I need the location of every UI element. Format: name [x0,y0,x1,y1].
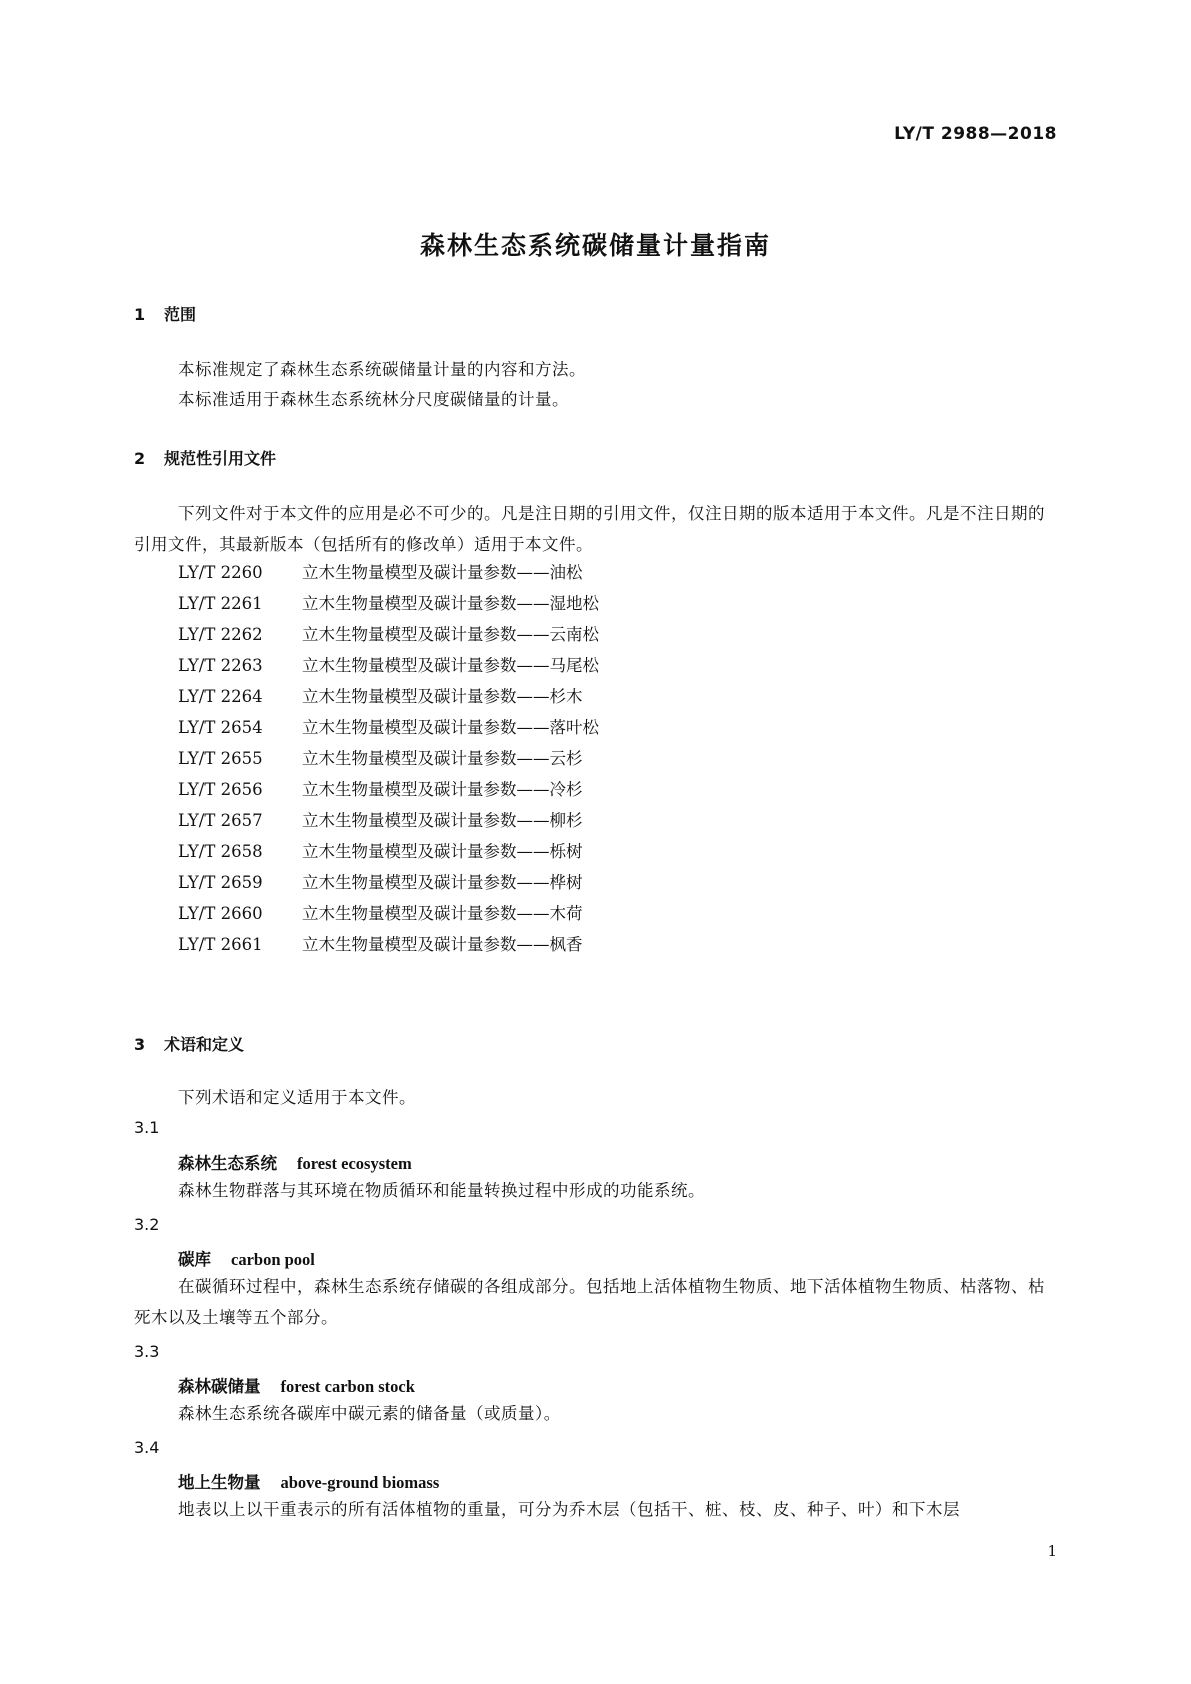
reference-item [178,588,599,619]
reference-item [178,619,599,650]
section-3-heading [134,1032,244,1055]
reference-code: LY/T 2655 [178,749,263,768]
reference-item [178,774,599,805]
term-number: 3.1 [134,1118,160,1137]
term-heading [178,1469,439,1493]
reference-item [178,681,599,712]
section-title: 术语和定义 [164,1035,245,1054]
terms-intro: 下列术语和定义适用于本文件。 [178,1088,416,1107]
reference-title: 立木生物量模型及碳计量参数——桦树 [302,873,583,892]
term-definition: 地表以上以干重表示的所有活体植物的重量，可分为乔木层（包括干、桩、枝、皮、种子、叶）和下木层 [178,1500,960,1519]
reference-code: LY/T 2658 [178,842,263,861]
term-heading [178,1246,315,1270]
term-heading [178,1150,412,1174]
reference-title: 立木生物量模型及碳计量参数——落叶松 [302,718,599,737]
term-english: above-ground biomass [280,1473,440,1492]
scope-paragraph-1: 本标准规定了森林生态系统碳储量计量的内容和方法。 [178,360,586,379]
page-number: 1 [1047,1542,1057,1560]
reference-title: 立木生物量模型及碳计量参数——云杉 [302,749,583,768]
reference-code: LY/T 2654 [178,718,263,737]
term-english: forest ecosystem [297,1154,412,1173]
reference-item [178,836,599,867]
reference-code: LY/T 2661 [178,935,263,954]
reference-item [178,898,599,929]
reference-item [178,650,599,681]
term-chinese: 森林碳储量 [178,1377,261,1396]
reference-code: LY/T 2262 [178,625,263,644]
term-chinese: 地上生物量 [178,1473,261,1492]
reference-title: 立木生物量模型及碳计量参数——油松 [302,563,583,582]
term-heading [178,1373,415,1397]
term-english: forest carbon stock [280,1377,415,1396]
term-number: 3.2 [134,1215,160,1234]
term-chinese: 碳库 [178,1250,211,1269]
references-intro: 下列文件对于本文件的应用是必不可少的。凡是注日期的引用文件，仅注日期的版本适用于本文件。凡是不注日期的引用文件，其最新版本（包括所有的修改单）适用于本文件。 [134,504,1045,554]
term-definition: 森林生态系统各碳库中碳元素的储备量（或质量）。 [178,1404,561,1423]
reference-title: 立木生物量模型及碳计量参数——木荷 [302,904,583,923]
reference-code: LY/T 2263 [178,656,263,675]
reference-title: 立木生物量模型及碳计量参数——马尾松 [302,656,599,675]
term-number: 3.4 [134,1438,160,1457]
document-title: 森林生态系统碳储量计量指南 [419,231,771,260]
reference-title: 立木生物量模型及碳计量参数——杉木 [302,687,583,706]
section-number: 1 [134,305,146,324]
reference-code: LY/T 2264 [178,687,263,706]
section-1-heading [134,302,196,325]
reference-title: 立木生物量模型及碳计量参数——冷杉 [302,780,583,799]
reference-title: 立木生物量模型及碳计量参数——栎树 [302,842,583,861]
reference-title: 立木生物量模型及碳计量参数——枫香 [302,935,583,954]
reference-code: LY/T 2656 [178,780,263,799]
section-2-heading [134,446,276,469]
reference-title: 立木生物量模型及碳计量参数——云南松 [302,625,599,644]
standard-number: LY/T 2988—2018 [894,124,1057,144]
term-definition: 森林生物群落与其环境在物质循环和能量转换过程中形成的功能系统。 [178,1181,705,1200]
section-number: 2 [134,449,146,468]
reference-code: LY/T 2659 [178,873,263,892]
scope-paragraph-2: 本标准适用于森林生态系统林分尺度碳储量的计量。 [178,390,569,409]
section-number: 3 [134,1035,146,1054]
reference-item [178,805,599,836]
section-title: 范围 [164,305,197,324]
term-number: 3.3 [134,1342,160,1361]
reference-title: 立木生物量模型及碳计量参数——湿地松 [302,594,599,613]
reference-code: LY/T 2261 [178,594,263,613]
reference-item [178,867,599,898]
reference-item [178,712,599,743]
reference-code: LY/T 2260 [178,563,263,582]
reference-list [178,557,599,960]
reference-code: LY/T 2660 [178,904,263,923]
reference-item [178,929,599,960]
term-definition: 在碳循环过程中，森林生态系统存储碳的各组成部分。包括地上活体植物生物质、地下活体植物生物质、枯落物、枯死木以及土壤等五个部分。 [134,1277,1045,1327]
reference-title: 立木生物量模型及碳计量参数——柳杉 [302,811,583,830]
section-title: 规范性引用文件 [164,449,277,468]
term-chinese: 森林生态系统 [178,1154,277,1173]
reference-item [178,743,599,774]
reference-item [178,557,599,588]
term-english: carbon pool [231,1250,315,1269]
reference-code: LY/T 2657 [178,811,263,830]
